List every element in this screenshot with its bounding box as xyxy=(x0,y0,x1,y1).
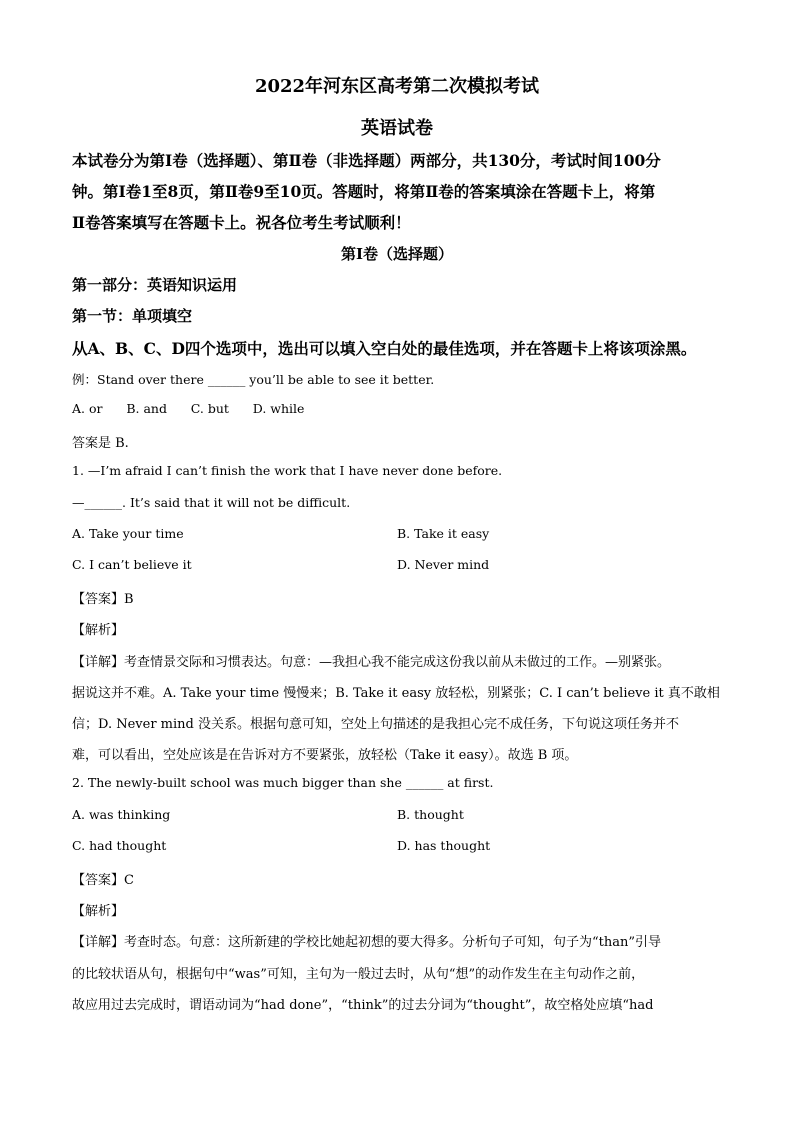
part-title: 第一部分：英语知识运用 xyxy=(72,276,238,294)
intro-line-1: 本试卷分为第Ⅰ卷（选择题）、第Ⅱ卷（非选择题）两部分，共130分，考试时间100分 xyxy=(72,151,661,170)
q2-option-d: D. has thought xyxy=(397,838,491,853)
q2-stem: 2. The newly-built school was much bigger than she ______ at first. xyxy=(72,775,494,790)
q2-answer: 【答案】C xyxy=(72,873,134,888)
q1-detail-line-2: 据说这并不难。A. Take your time 慢慢来；B. Take it easy 放轻松，别紧张；C. I can’t believe it 真不敢相 xyxy=(72,686,720,701)
example-answer: 答案是 B. xyxy=(72,436,129,451)
intro-line-2: 钟。第Ⅰ卷1至8页，第Ⅱ卷9至10页。答题时，将第Ⅱ卷的答案填涂在答题卡上，将第 xyxy=(72,182,656,201)
page-subtitle: 英语试卷 xyxy=(361,118,433,139)
q1-stem-line-2: —______. It’s said that it will not be difficult. xyxy=(72,495,351,510)
q2-option-a: A. was thinking xyxy=(72,807,171,822)
example-stem: 例：Stand over there ______ you’ll be able to see it better. xyxy=(72,372,435,387)
q2-analysis-label: 【解析】 xyxy=(72,904,125,919)
instruction: 从A、B、C、D四个选项中，选出可以填入空白处的最佳选项，并在答题卡上将该项涂黑。 xyxy=(72,339,697,358)
q1-option-b: B. Take it easy xyxy=(397,526,490,541)
q1-option-c: C. I can’t believe it xyxy=(72,557,192,572)
q2-option-b: B. thought xyxy=(397,807,464,822)
q1-detail-line-3: 信；D. Never mind 没关系。根据句意可知，空处上句描述的是我担心完不成任务，下句说这项任务并不 xyxy=(72,717,679,732)
q2-option-c: C. had thought xyxy=(72,838,167,853)
q1-option-a: A. Take your time xyxy=(72,526,184,541)
q1-option-d: D. Never mind xyxy=(397,557,490,572)
q1-stem-line-1: 1. —I’m afraid I can’t finish the work that I have never done before. xyxy=(72,463,503,478)
q2-detail-line-3: 故应用过去完成时，谓语动词为“had done”，“think”的过去分词为“thought”，故空格处应填“had xyxy=(72,998,654,1013)
section-title: 第一节：单项填空 xyxy=(72,307,193,325)
q1-analysis-label: 【解析】 xyxy=(72,623,125,638)
example-options: A. or B. and C. but D. while xyxy=(72,401,305,416)
q1-answer: 【答案】B xyxy=(72,592,134,607)
q2-detail-line-1: 【详解】考查时态。句意：这所新建的学校比她起初想的要大得多。分析句子可知，句子为“than”引导 xyxy=(72,935,662,950)
intro-line-3: Ⅱ卷答案填写在答题卡上。祝各位考生考试顺利！ xyxy=(72,213,411,232)
q2-detail-line-2: 的比较状语从句，根据句中“was”可知，主句为一般过去时，从句“想”的动作发生在主句动作之前， xyxy=(72,967,645,982)
page-title: 2022年河东区高考第二次模拟考试 xyxy=(254,76,540,97)
volume-title: 第Ⅰ卷（选择题） xyxy=(340,245,454,263)
q1-detail-line-1: 【详解】考查情景交际和习惯表达。句意：—我担心我不能完成这份我以前从未做过的工作。—别紧张。 xyxy=(72,655,671,670)
q1-detail-line-4: 难，可以看出，空处应该是在告诉对方不要紧张，放轻松（Take it easy）。故选 B 项。 xyxy=(72,748,578,763)
